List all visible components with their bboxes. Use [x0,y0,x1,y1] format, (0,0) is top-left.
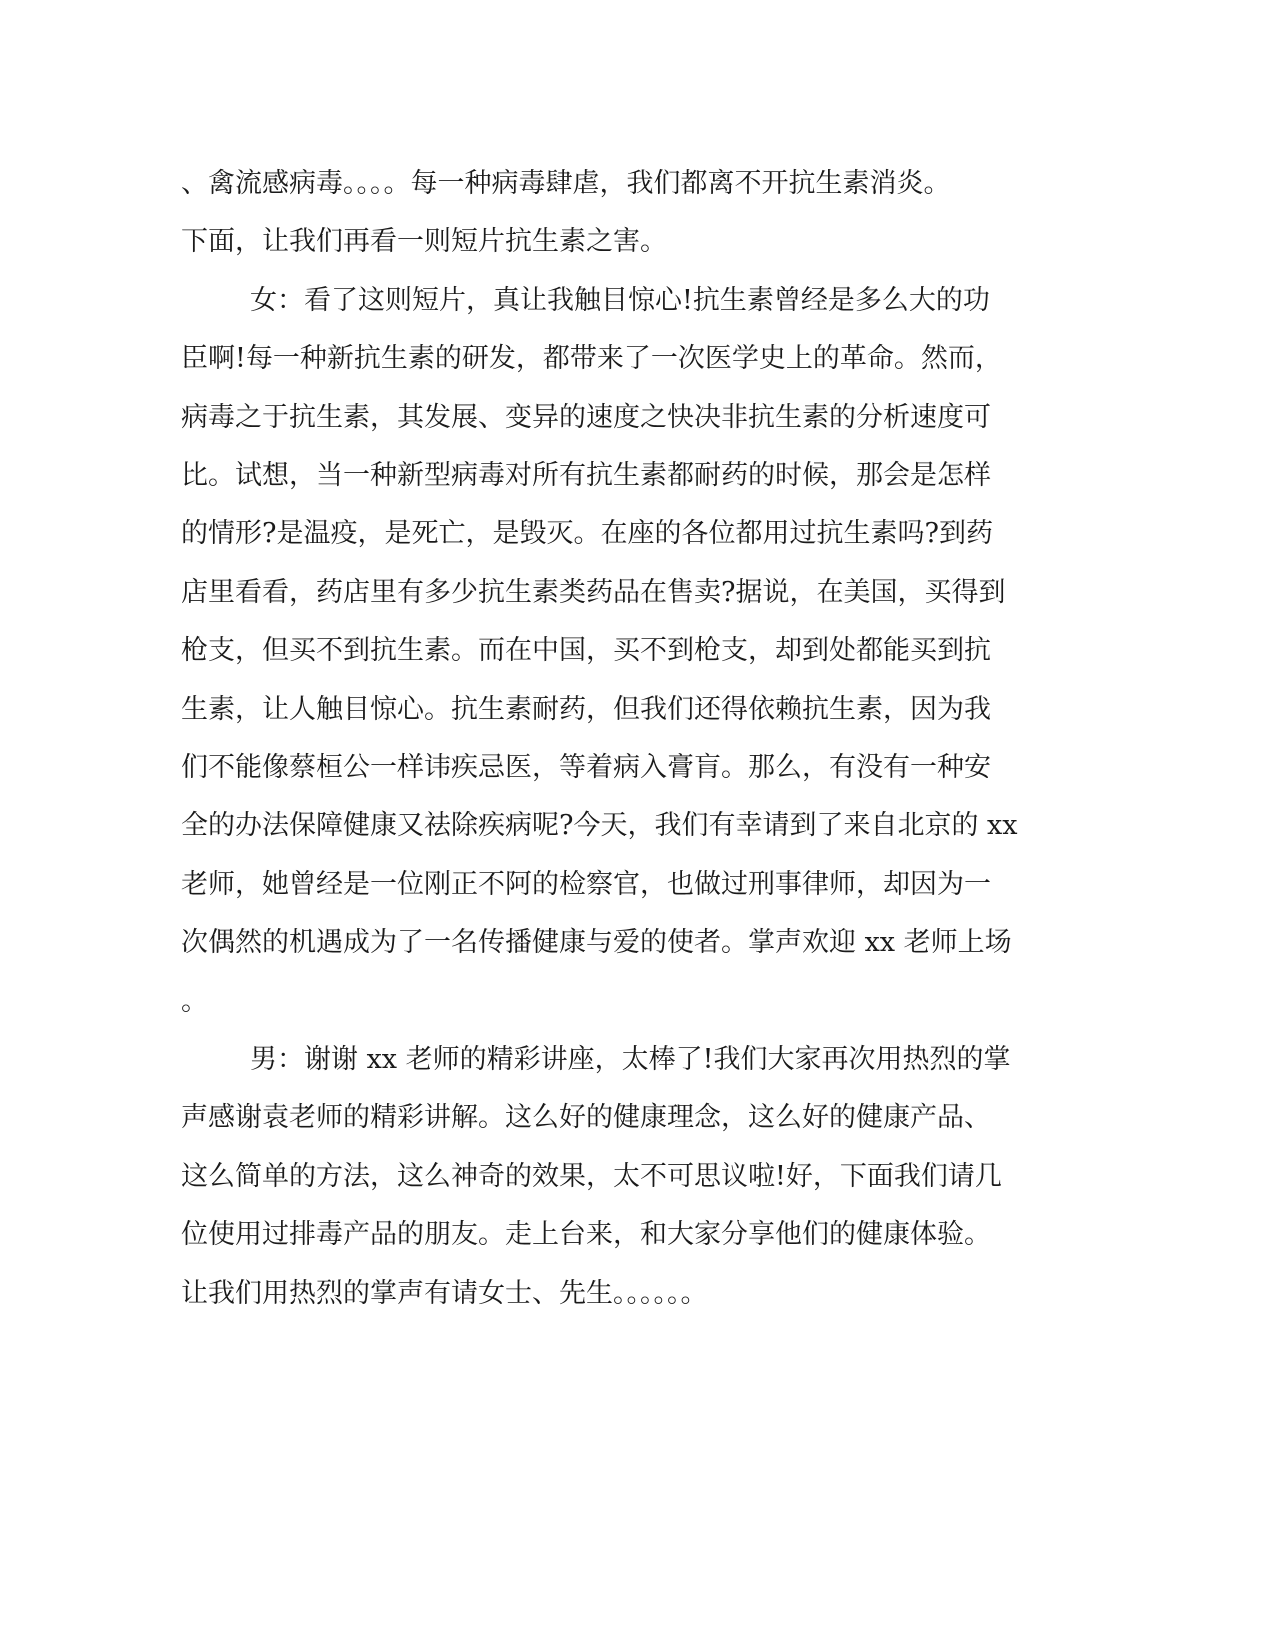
text-line: 这么简单的方法，这么神奇的效果，太不可思议啦!好，下面我们请几 [181,1160,1002,1192]
text-line: 生素，让人触目惊心。抗生素耐药，但我们还得依赖抗生素，因为我 [181,693,991,725]
text-line: 女：看了这则短片，真让我触目惊心!抗生素曾经是多么大的功 [250,284,990,316]
text-line: 老师，她曾经是一位刚正不阿的检察官，也做过刑事律师，却因为一 [181,868,991,900]
text-line: 店里看看，药店里有多少抗生素类药品在售卖?据说，在美国，买得到 [181,576,1006,608]
text-line: 位使用过排毒产品的朋友。走上台来，和大家分享他们的健康体验。 [181,1219,991,1251]
text-line: 声感谢袁老师的精彩讲解。这么好的健康理念，这么好的健康产品、 [181,1102,991,1134]
text-line: 次偶然的机遇成为了一名传播健康与爱的使者。掌声欢迎 xx 老师上场 [181,927,1012,959]
text-line: 下面，让我们再看一则短片抗生素之害。 [181,226,667,258]
text-line: 男：谢谢 xx 老师的精彩讲座，太棒了!我们大家再次用热烈的掌 [250,1044,1011,1075]
text-line: 病毒之于抗生素，其发展、变异的速度之快决非抗生素的分析速度可 [181,401,991,433]
text-line: 让我们用热烈的掌声有请女士、先生。。。。。。 [181,1277,708,1309]
text-line: 的情形?是温疫，是死亡，是毁灭。在座的各位都用过抗生素吗?到药 [181,518,993,550]
text-line: 全的办法保障健康又祛除疾病呢?今天，我们有幸请到了来自北京的 xx [181,810,1018,842]
text-line: 们不能像蔡桓公一样讳疾忌医，等着病入膏肓。那么，有没有一种安 [181,752,991,783]
text-line: 比。试想，当一种新型病毒对所有抗生素都耐药的时候，那会是怎样 [181,460,991,491]
text-line: 、禽流感病毒。。。。每一种病毒肆虐，我们都离不开抗生素消炎。 [181,168,951,199]
text-line: 。 [181,985,208,1017]
text-line: 臣啊!每一种新抗生素的研发，都带来了一次医学史上的革命。然而， [181,343,1002,375]
text-line: 枪支，但买不到抗生素。而在中国，买不到枪支，却到处都能买到抗 [181,635,991,667]
